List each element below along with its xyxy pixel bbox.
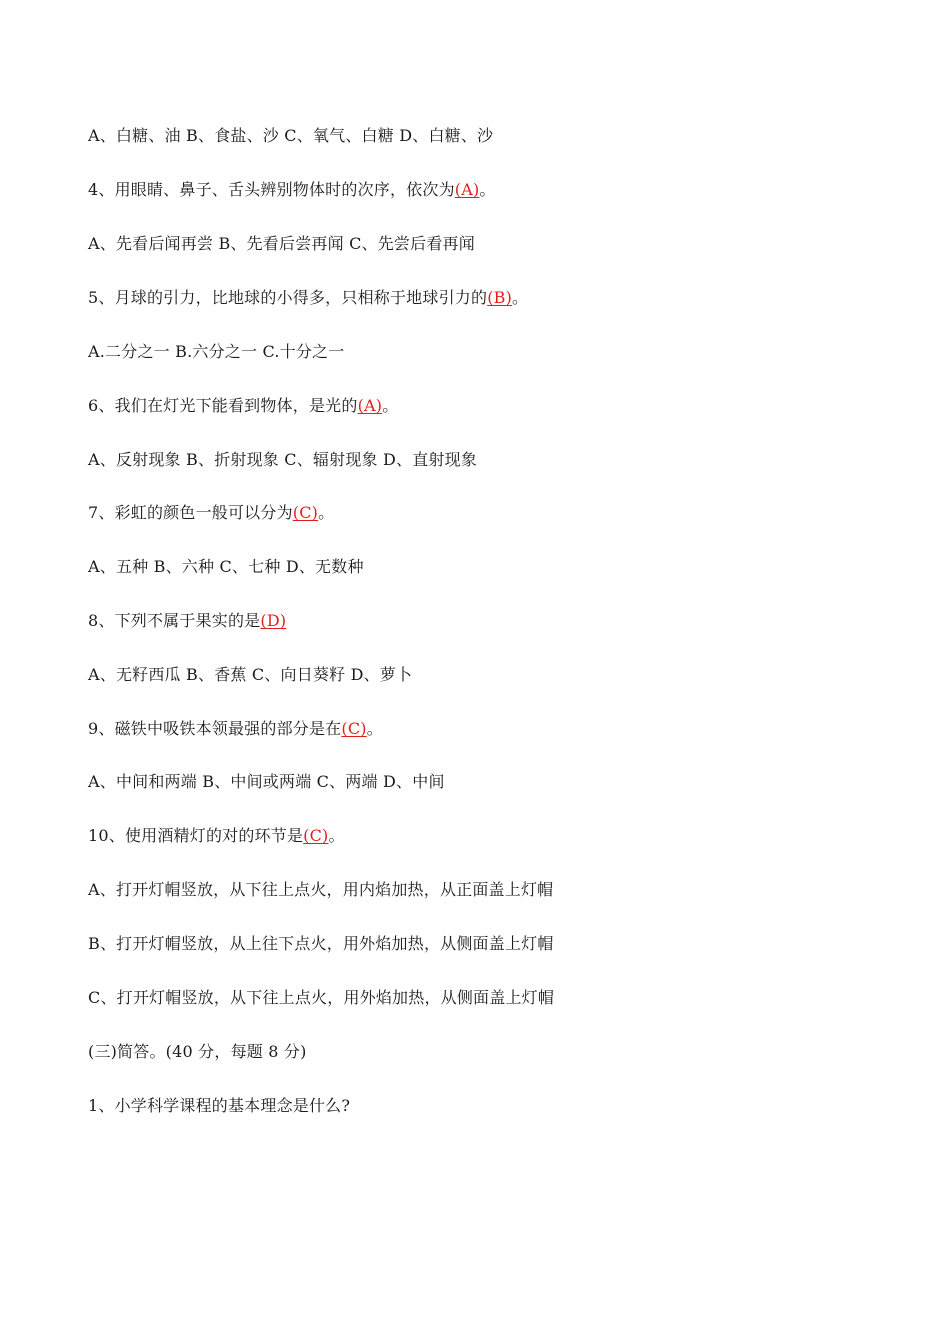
answer-mark: (C) [292, 503, 319, 522]
answer-mark: (D) [260, 611, 287, 630]
section-heading-text: (三)简答。(40 分，每题 8 分) [88, 1042, 307, 1061]
options-text: C、打开灯帽竖放，从下往上点火，用外焰加热，从侧面盖上灯帽 [88, 988, 555, 1007]
options-line-9 [88, 771, 445, 793]
options-line-4 [88, 233, 475, 255]
answer-mark: (C) [303, 826, 329, 845]
option-10-b [88, 933, 554, 955]
options-line-8 [88, 664, 412, 686]
question-suffix: 。 [479, 180, 496, 199]
question-suffix: 。 [318, 503, 335, 522]
short-answer-question-1 [88, 1095, 350, 1117]
answer-mark: (A) [357, 396, 383, 415]
options-line-3 [88, 125, 493, 147]
options-text: A、无籽西瓜 B、香蕉 C、向日葵籽 D、萝卜 [88, 665, 413, 684]
options-text: A、五种 B、六种 C、七种 D、无数种 [88, 557, 364, 576]
options-line-6 [88, 449, 477, 471]
question-text: 8、下列不属于果实的是 [88, 611, 261, 630]
option-10-c [88, 987, 554, 1009]
options-text: A.二分之一 B.六分之一 C.十分之一 [88, 342, 345, 361]
question-4 [88, 179, 496, 201]
question-suffix: 。 [512, 288, 529, 307]
question-text: 6、我们在灯光下能看到物体，是光的 [88, 396, 358, 415]
question-6 [88, 395, 398, 417]
option-10-a [88, 879, 553, 901]
question-text: 1、小学科学课程的基本理念是什么? [88, 1096, 351, 1115]
options-text: A、先看后闻再尝 B、先看后尝再闻 C、先尝后看再闻 [88, 234, 475, 253]
options-line-7 [88, 556, 364, 578]
question-text: 7、彩虹的颜色一般可以分为 [88, 503, 293, 522]
question-text: 10、使用酒精灯的对的环节是 [88, 826, 304, 845]
question-text: 9、磁铁中吸铁本领最强的部分是在 [88, 719, 342, 738]
question-suffix: 。 [382, 396, 399, 415]
question-text: 5、月球的引力，比地球的小得多，只相称于地球引力的 [88, 288, 488, 307]
question-8 [88, 610, 286, 632]
question-7 [88, 502, 334, 524]
answer-mark: (C) [341, 719, 367, 738]
question-suffix: 。 [366, 719, 383, 738]
question-suffix: 。 [328, 826, 345, 845]
question-9 [88, 718, 383, 740]
section-heading-short-answer [88, 1041, 307, 1063]
options-text: B、打开灯帽竖放，从上往下点火，用外焰加热，从侧面盖上灯帽 [88, 934, 554, 953]
options-text: A、反射现象 B、折射现象 C、辐射现象 D、直射现象 [88, 450, 478, 469]
options-text: A、打开灯帽竖放，从下往上点火，用内焰加热，从正面盖上灯帽 [88, 880, 554, 899]
answer-mark: (B) [487, 288, 513, 307]
question-5 [88, 287, 528, 309]
answer-mark: (A) [454, 180, 480, 199]
options-text: A、白糖、油 B、食盐、沙 C、氧气、白糖 D、白糖、沙 [88, 126, 494, 145]
options-text: A、中间和两端 B、中间或两端 C、两端 D、中间 [88, 772, 445, 791]
question-10 [88, 825, 345, 847]
question-text: 4、用眼睛、鼻子、舌头辨别物体时的次序，依次为 [88, 180, 455, 199]
options-line-5 [88, 341, 344, 363]
